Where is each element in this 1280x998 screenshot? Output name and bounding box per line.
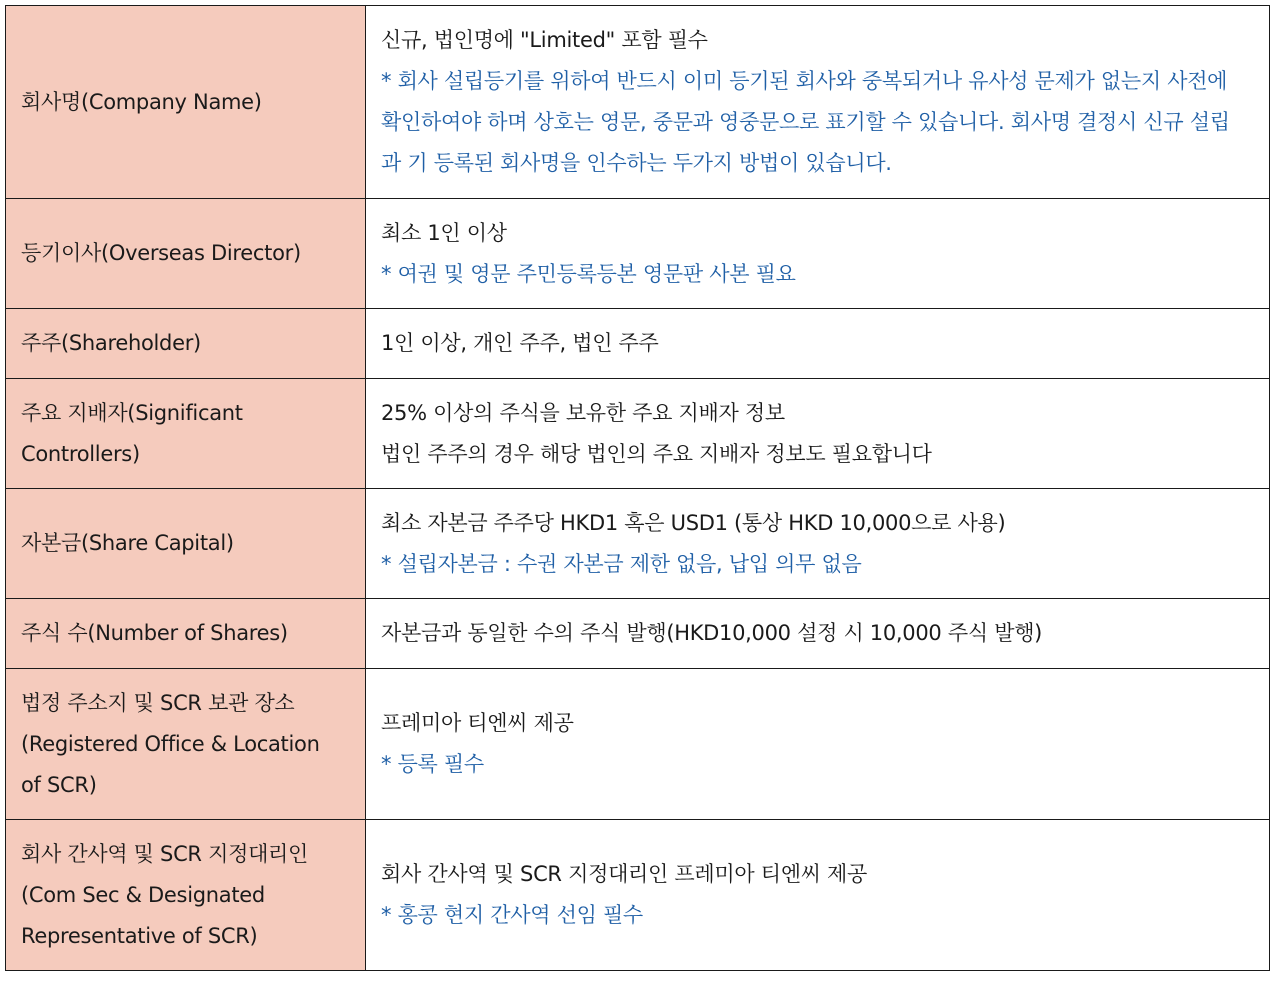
row-value bbox=[366, 669, 1270, 820]
value-text: 자본금과 동일한 수의 주식 발행(HKD10,000 설정 시 10,000 주식 발행) bbox=[381, 621, 1043, 645]
label-text: 자본금(Share Capital) bbox=[21, 531, 234, 555]
row-label bbox=[6, 379, 366, 489]
row-label bbox=[6, 309, 366, 379]
label-text: (Registered Office & Location bbox=[21, 731, 320, 756]
note-text: 확인하여야 하며 상호는 영문, 중문과 영중문으로 표기할 수 있습니다. 회사명 결정시 신규 설립 bbox=[381, 110, 1230, 134]
row-label bbox=[6, 820, 366, 971]
label-text: 주식 수(Number of Shares) bbox=[21, 621, 288, 645]
value-text: 회사 간사역 및 SCR 지정대리인 프레미아 티엔씨 제공 bbox=[381, 862, 868, 886]
row-label bbox=[6, 489, 366, 599]
value-text: 최소 1인 이상 bbox=[381, 220, 507, 245]
value-text: 프레미아 티엔씨 제공 bbox=[381, 711, 574, 735]
row-value bbox=[366, 599, 1270, 669]
table-row-company-name bbox=[6, 6, 1270, 199]
value-text: 25% 이상의 주식을 보유한 주요 지배자 정보 bbox=[381, 400, 785, 425]
label-text: 등기이사(Overseas Director) bbox=[21, 241, 301, 265]
row-value bbox=[366, 6, 1270, 199]
label-text: 법정 주소지 및 SCR 보관 장소 bbox=[21, 690, 295, 715]
value-text: 1인 이상, 개인 주주, 법인 주주 bbox=[381, 331, 659, 355]
value-text: 최소 자본금 주주당 HKD1 혹은 USD1 (통상 HKD 10,000으로 사용) bbox=[381, 510, 1006, 535]
value-text: 신규, 법인명에 "Limited" 포함 필수 bbox=[381, 28, 708, 52]
label-text: (Com Sec & Designated bbox=[21, 882, 265, 907]
label-text: Representative of SCR) bbox=[21, 923, 258, 948]
label-text: 회사 간사역 및 SCR 지정대리인 bbox=[21, 841, 309, 866]
row-label bbox=[6, 6, 366, 199]
table-row-share-capital bbox=[6, 489, 1270, 599]
label-text: of SCR) bbox=[21, 772, 97, 797]
row-value bbox=[366, 820, 1270, 971]
table-row-company-secretary bbox=[6, 820, 1270, 971]
table-row-registered-office bbox=[6, 669, 1270, 820]
row-value bbox=[366, 309, 1270, 379]
note-text: * 홍콩 현지 간사역 선임 필수 bbox=[381, 903, 643, 927]
note-text: * 설립자본금 : 수권 자본금 제한 없음, 납입 의무 없음 bbox=[381, 551, 862, 576]
row-label bbox=[6, 669, 366, 820]
table-row-director bbox=[6, 199, 1270, 309]
company-info-table bbox=[5, 5, 1270, 971]
label-text: Controllers) bbox=[21, 441, 140, 466]
row-value bbox=[366, 379, 1270, 489]
value-text: 법인 주주의 경우 해당 법인의 주요 지배자 정보도 필요합니다 bbox=[381, 441, 932, 466]
label-text: 회사명(Company Name) bbox=[21, 89, 262, 114]
table-row-number-of-shares bbox=[6, 599, 1270, 669]
note-text: 과 기 등록된 회사명을 인수하는 두가지 방법이 있습니다. bbox=[381, 151, 892, 175]
table-row-shareholder bbox=[6, 309, 1270, 379]
label-text: 주주(Shareholder) bbox=[21, 331, 201, 355]
row-value bbox=[366, 489, 1270, 599]
note-text: * 여권 및 영문 주민등록등본 영문판 사본 필요 bbox=[381, 261, 796, 286]
row-value bbox=[366, 199, 1270, 309]
table-row-significant-controllers bbox=[6, 379, 1270, 489]
label-text: 주요 지배자(Significant bbox=[21, 400, 243, 425]
row-label bbox=[6, 599, 366, 669]
note-text: * 회사 설립등기를 위하여 반드시 이미 등기된 회사와 중복되거나 유사성 문제가 없는지 사전에 bbox=[381, 69, 1228, 93]
row-label bbox=[6, 199, 366, 309]
note-text: * 등록 필수 bbox=[381, 752, 484, 776]
